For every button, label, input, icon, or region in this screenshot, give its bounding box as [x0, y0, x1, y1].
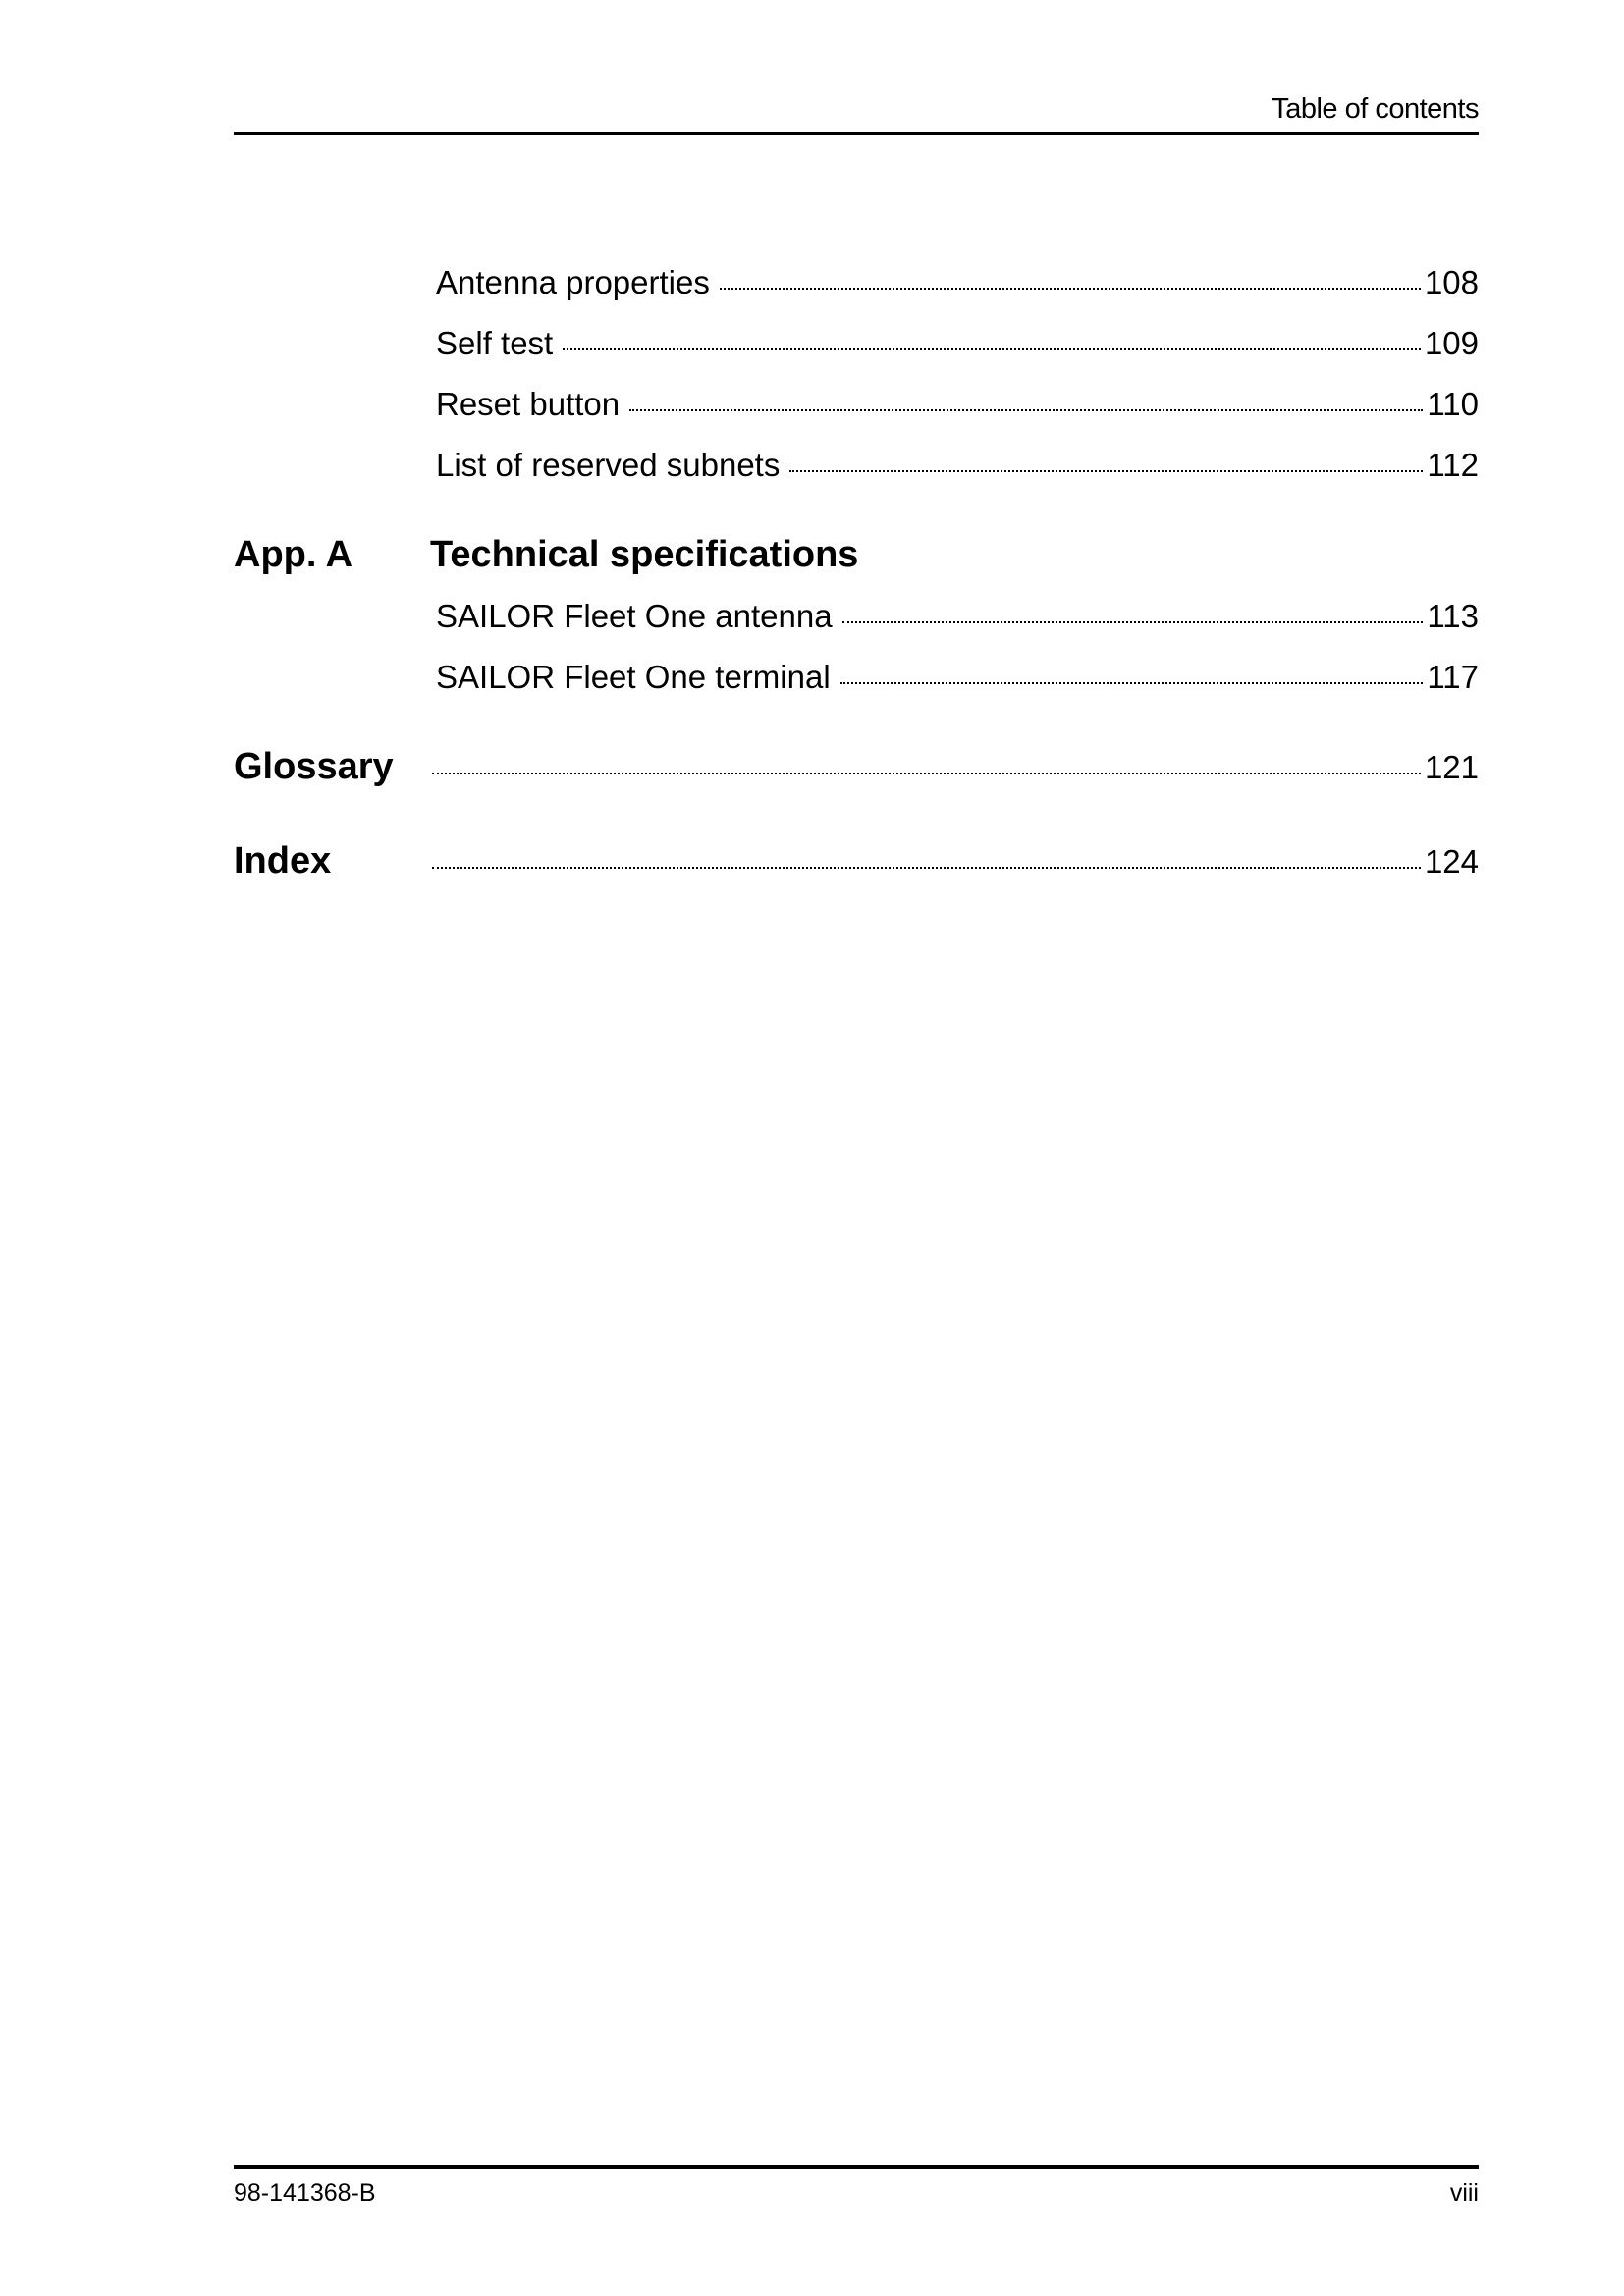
- toc-entry-page: 117: [1427, 659, 1479, 695]
- toc-entry-self-test[interactable]: [436, 324, 1479, 363]
- dot-leader: [840, 682, 1424, 684]
- page-header: [234, 86, 1479, 135]
- index-heading: Index: [234, 840, 332, 881]
- header-title: Table of contents: [1272, 93, 1479, 125]
- page-footer: [234, 2165, 1479, 2209]
- toc-entry-page: 112: [1427, 447, 1479, 483]
- dot-leader: [789, 470, 1423, 472]
- toc-entry-label: Reset button: [436, 386, 621, 422]
- toc-entry-fleet-one-antenna[interactable]: [436, 597, 1479, 636]
- dot-leader: [432, 773, 1421, 774]
- toc-entry-reset-button[interactable]: [436, 385, 1479, 424]
- dot-leader: [842, 621, 1424, 623]
- toc-entry-page: 109: [1424, 325, 1479, 361]
- toc-entry-page: 108: [1424, 264, 1479, 300]
- toc-entry-label: Self test: [436, 325, 554, 361]
- toc-entry-label: SAILOR Fleet One terminal: [436, 659, 831, 695]
- dot-leader: [563, 348, 1421, 350]
- appendix-title[interactable]: Technical specifications: [430, 534, 859, 575]
- toc-entry-label: SAILOR Fleet One antenna: [436, 598, 833, 634]
- toc-entry-page: 110: [1427, 386, 1479, 422]
- appendix-number: App. A: [234, 534, 353, 575]
- toc-entry-reserved-subnets[interactable]: [436, 446, 1479, 485]
- dot-leader: [629, 409, 1423, 411]
- dot-leader: [720, 288, 1421, 290]
- toc-entry-glossary[interactable]: [234, 744, 1479, 789]
- page-number: viii: [1449, 2179, 1479, 2207]
- document-number: 98-141368-B: [234, 2179, 376, 2207]
- toc-entry-index[interactable]: [234, 838, 1479, 883]
- toc-entry-label: List of reserved subnets: [436, 447, 781, 483]
- dot-leader: [432, 867, 1421, 869]
- toc-entry-page: 124: [1424, 843, 1479, 880]
- toc-entry-page: 121: [1424, 749, 1479, 785]
- toc-entry-page: 113: [1427, 598, 1479, 634]
- glossary-heading: Glossary: [234, 746, 394, 787]
- toc-entry-label: Antenna properties: [436, 264, 710, 300]
- toc-entry-antenna-properties[interactable]: [436, 263, 1479, 302]
- toc-entry-fleet-one-terminal[interactable]: [436, 658, 1479, 697]
